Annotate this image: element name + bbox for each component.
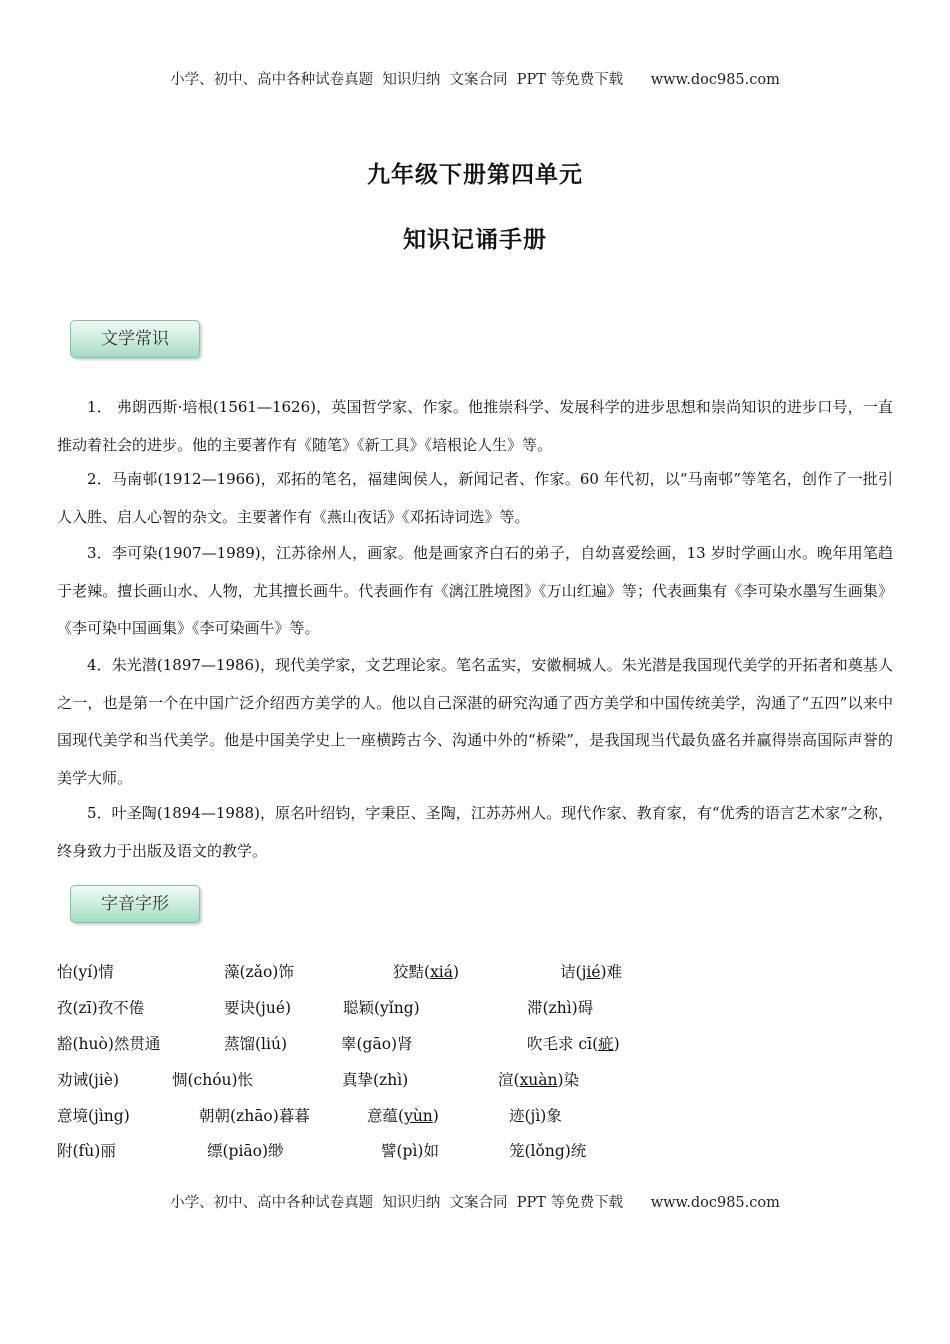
word-entry: 缥(piāo)缈 — [207, 1142, 284, 1160]
literature-item-1: 1． 弗朗西斯·培根(1561—1626)，英国哲学家、作家。他推崇科学、发展科学的进步思想和崇尚知识的进步口号，一直推动着社会的进步。他的主要著作有《随笔》《新工具》《培根论人生》等。 — [57, 398, 893, 454]
word-entry: 迹(jì)象 — [509, 1107, 562, 1125]
word-entry: 譬(pì)如 — [381, 1142, 439, 1160]
section-literature-label: 文学常识 — [70, 320, 200, 358]
literature-item-3: 3．李可染(1907—1989)，江苏徐州人，画家。他是画家齐白石的弟子，自幼喜爱绘画，13 岁时学画山水。晚年用笔趋于老辣。擅长画山水、人物，尤其擅长画牛。代表画作有《漓江胜境图》《万山红遍》等；代表画集有《李可染水墨写生画集》《李可染中国画集》《李可染画牛》等。 — [57, 544, 893, 637]
word-entry: 惆(chóu)怅 — [172, 1071, 254, 1089]
word-entry: 蒸馏(liú) — [224, 1035, 287, 1053]
word-entry: 真挚(zhì) — [342, 1071, 409, 1089]
section-pronunciation-label: 字音字形 — [70, 885, 200, 923]
page-header: 小学、初中、高中各种试卷真题 知识归纳 文案合同 PPT 等免费下载 www.doc985.com — [170, 72, 780, 88]
literature-item-5: 5．叶圣陶(1894—1988)，原名叶绍钧，字秉臣、圣陶，江苏苏州人。现代作家、教育家，有“优秀的语言艺术家”之称，终身致力于出版及语文的教学。 — [57, 804, 893, 860]
word-entry: 意境(jìng) — [57, 1107, 130, 1125]
literature-item-4: 4．朱光潜(1897—1986)，现代美学家，文艺理论家。笔名孟实，安徽桐城人。朱光潜是我国现代美学的开拓者和奠基人之一，也是第一个在中国广泛介绍西方美学的人。他以自己深湛的研究沟通了西方美学和中国传统美学，沟通了“五四”以来中国现代美学和当代美学。他是中国美学史上一座横跨古今、沟通中外的“桥梁”，是我国现当代最负盛名并赢得崇高国际声誉的美学大师。 — [57, 656, 893, 787]
word-entry: 怡(yí)情 — [57, 963, 114, 981]
word-entry: 滞(zhì)碍 — [527, 999, 594, 1017]
word-entry: 聪颖(yǐng) — [343, 999, 420, 1017]
word-entry: 劝诫(jiè) — [57, 1071, 120, 1089]
word-entry: 附(fù)丽 — [57, 1142, 116, 1160]
word-entry: 渲(xuàn)染 — [498, 1071, 580, 1089]
page-subtitle: 知识记诵手册 — [403, 227, 547, 253]
word-entry: 笼(lǒng)统 — [509, 1142, 587, 1160]
word-entry: 狡黠(xiá) — [393, 963, 460, 981]
word-entry: 朝朝(zhāo)暮暮 — [199, 1107, 310, 1125]
word-entry: 孜(zī)孜不倦 — [57, 999, 145, 1017]
word-entry: 吹毛求 cī(疵) — [527, 1035, 620, 1053]
page-footer: 小学、初中、高中各种试卷真题 知识归纳 文案合同 PPT 等免费下载 www.doc985.com — [170, 1195, 780, 1211]
word-entry: 藻(zǎo)饰 — [224, 963, 294, 981]
word-entry: 睾(gāo)肾 — [341, 1035, 413, 1053]
literature-item-2: 2．马南邨(1912—1966)，邓拓的笔名，福建闽侯人，新闻记者、作家。60 年代初，以“马南邨”等笔名，创作了一批引人入胜、启人心智的杂文。主要著作有《燕山夜话》《邓拓诗词选》等。 — [57, 470, 893, 526]
word-entry: 诘(jié)难 — [560, 963, 623, 981]
page-title: 九年级下册第四单元 — [367, 162, 583, 188]
word-entry: 意蕴(yùn) — [367, 1107, 439, 1125]
word-entry: 豁(huò)然贯通 — [57, 1035, 161, 1053]
word-entry: 要诀(jué) — [224, 999, 292, 1017]
